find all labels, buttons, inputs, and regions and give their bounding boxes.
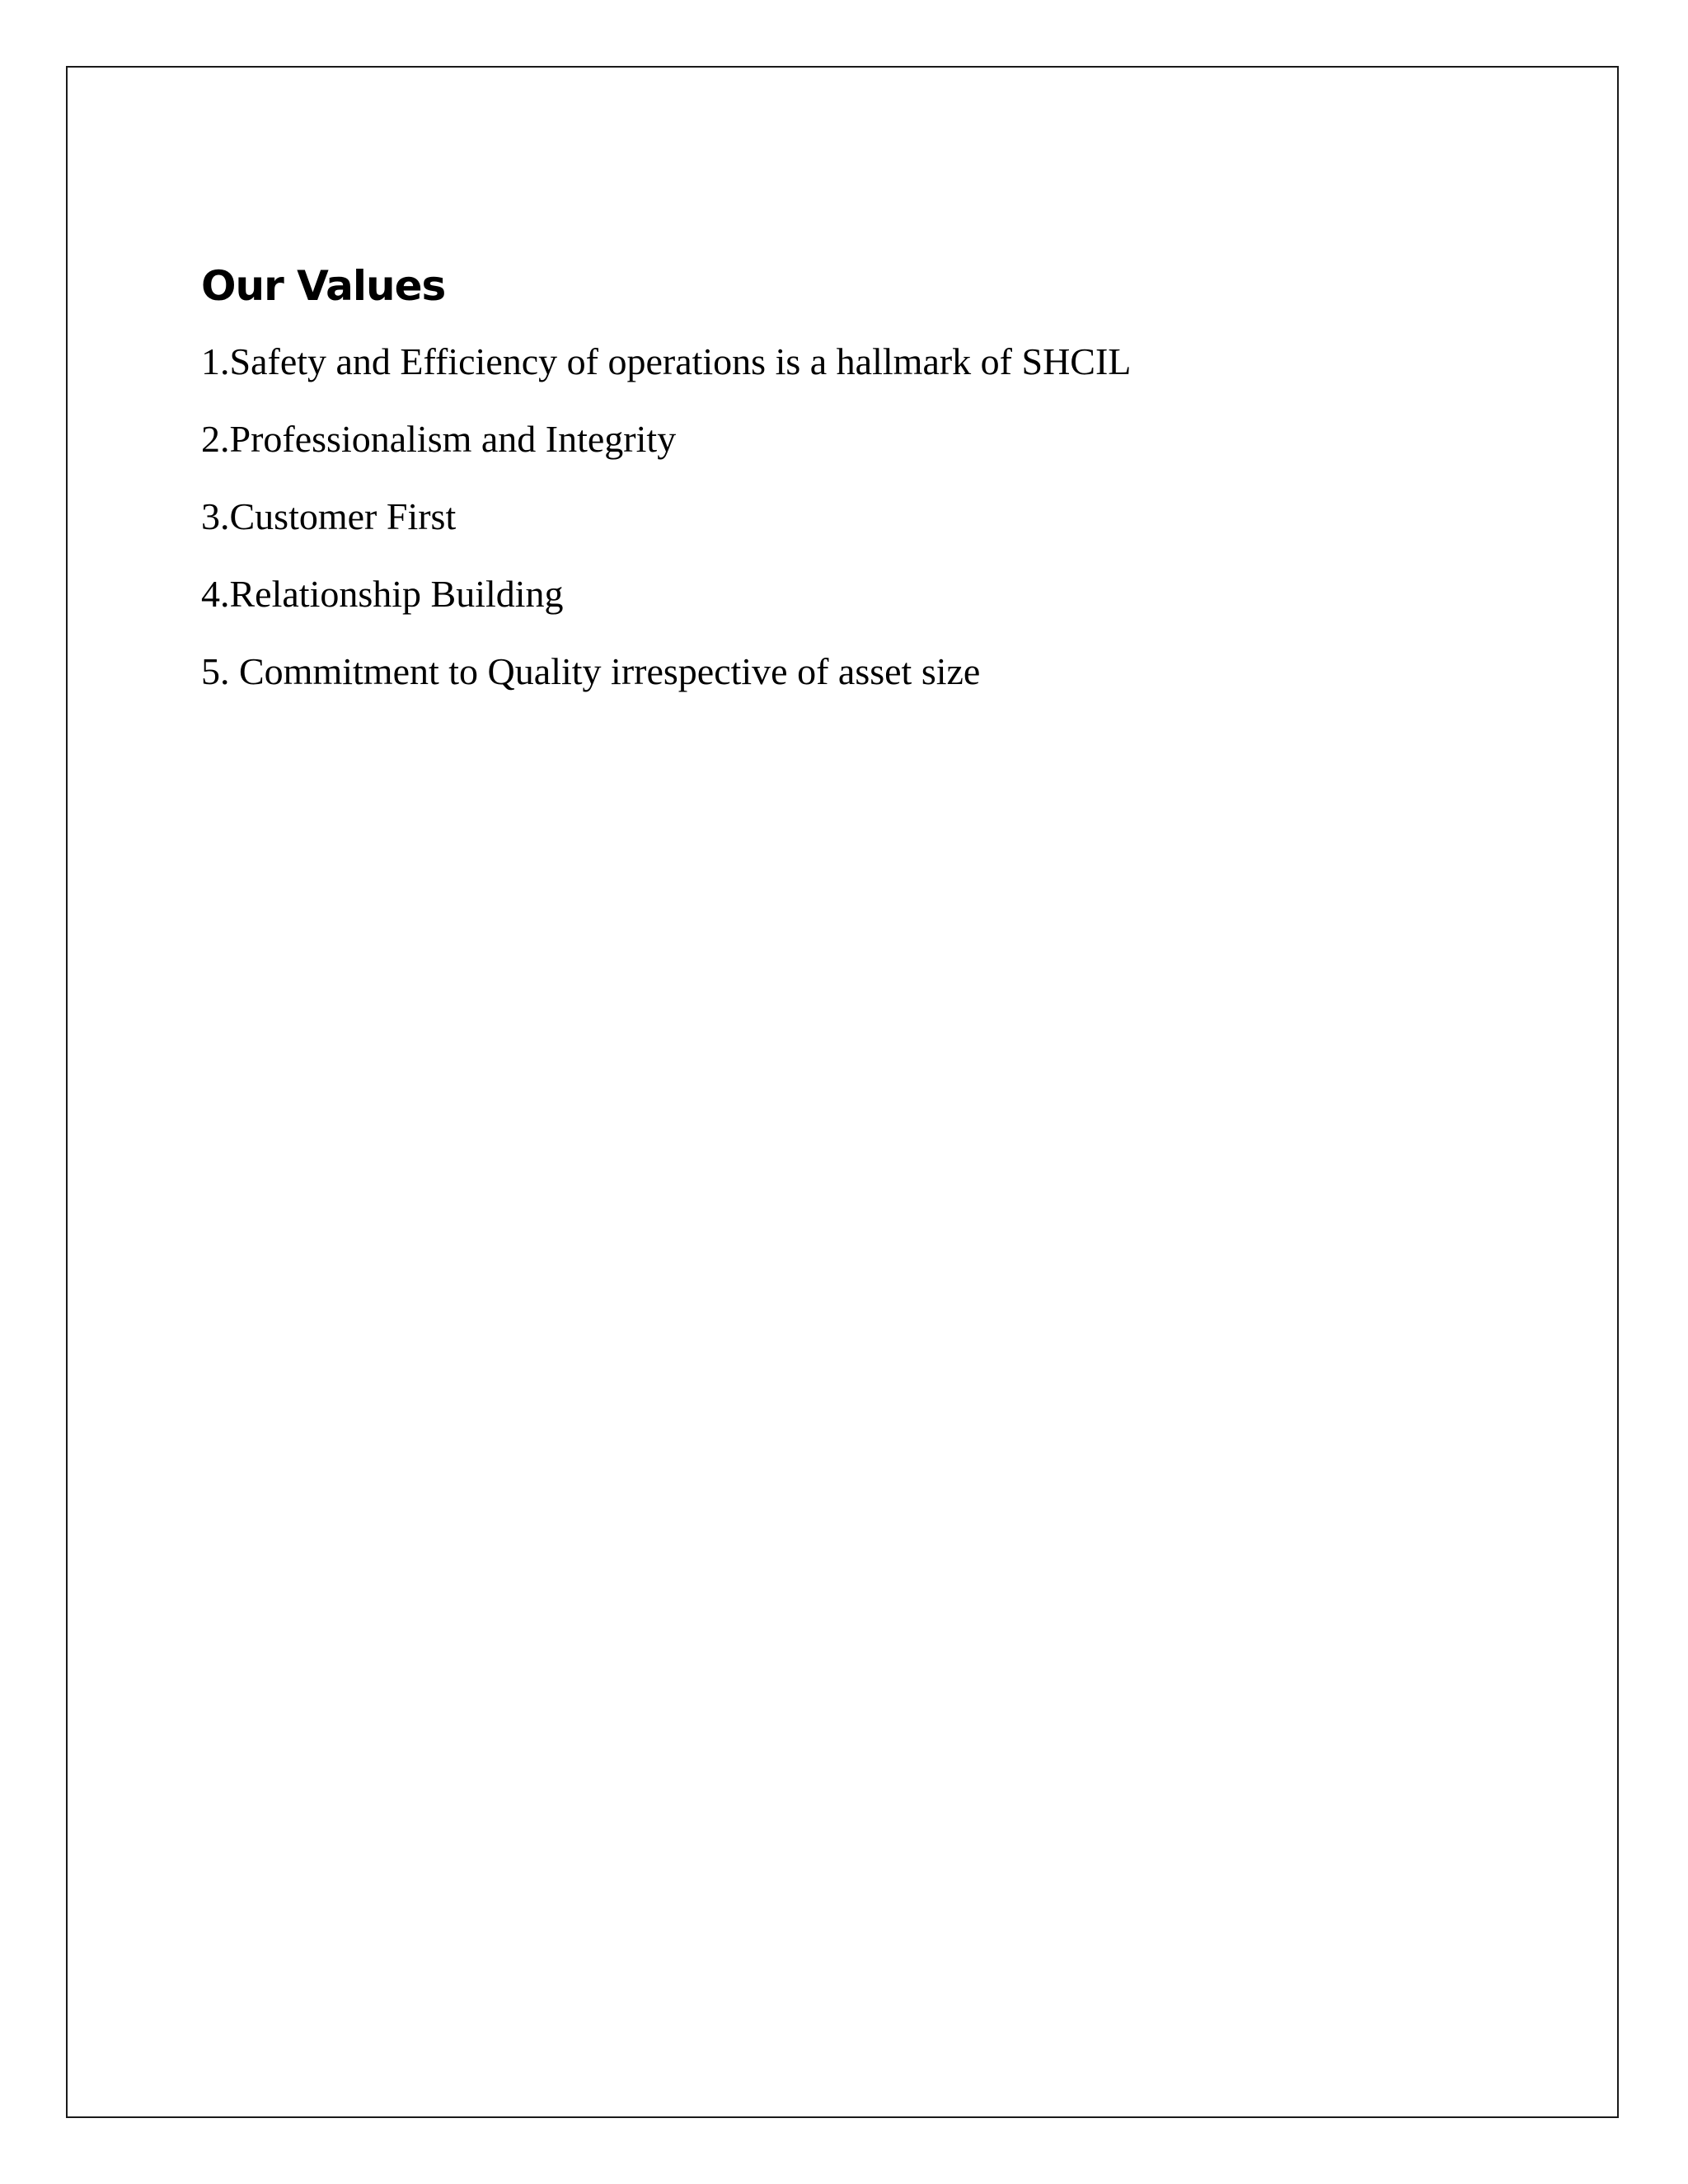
- value-item-2: 2.Professionalism and Integrity: [201, 418, 677, 460]
- document-content: [201, 262, 1602, 730]
- value-item-5: 5. Commitment to Quality irrespective of asset size: [201, 650, 981, 692]
- value-item-4: 4.Relationship Building: [201, 573, 564, 615]
- value-item-3: 3.Customer First: [201, 495, 457, 537]
- page-frame: [66, 66, 1619, 2118]
- values-list: [201, 340, 1602, 692]
- page-title: Our Values: [201, 262, 446, 310]
- value-item-1: 1.Safety and Efficiency of operations is a hallmark of SHCIL: [201, 340, 1132, 382]
